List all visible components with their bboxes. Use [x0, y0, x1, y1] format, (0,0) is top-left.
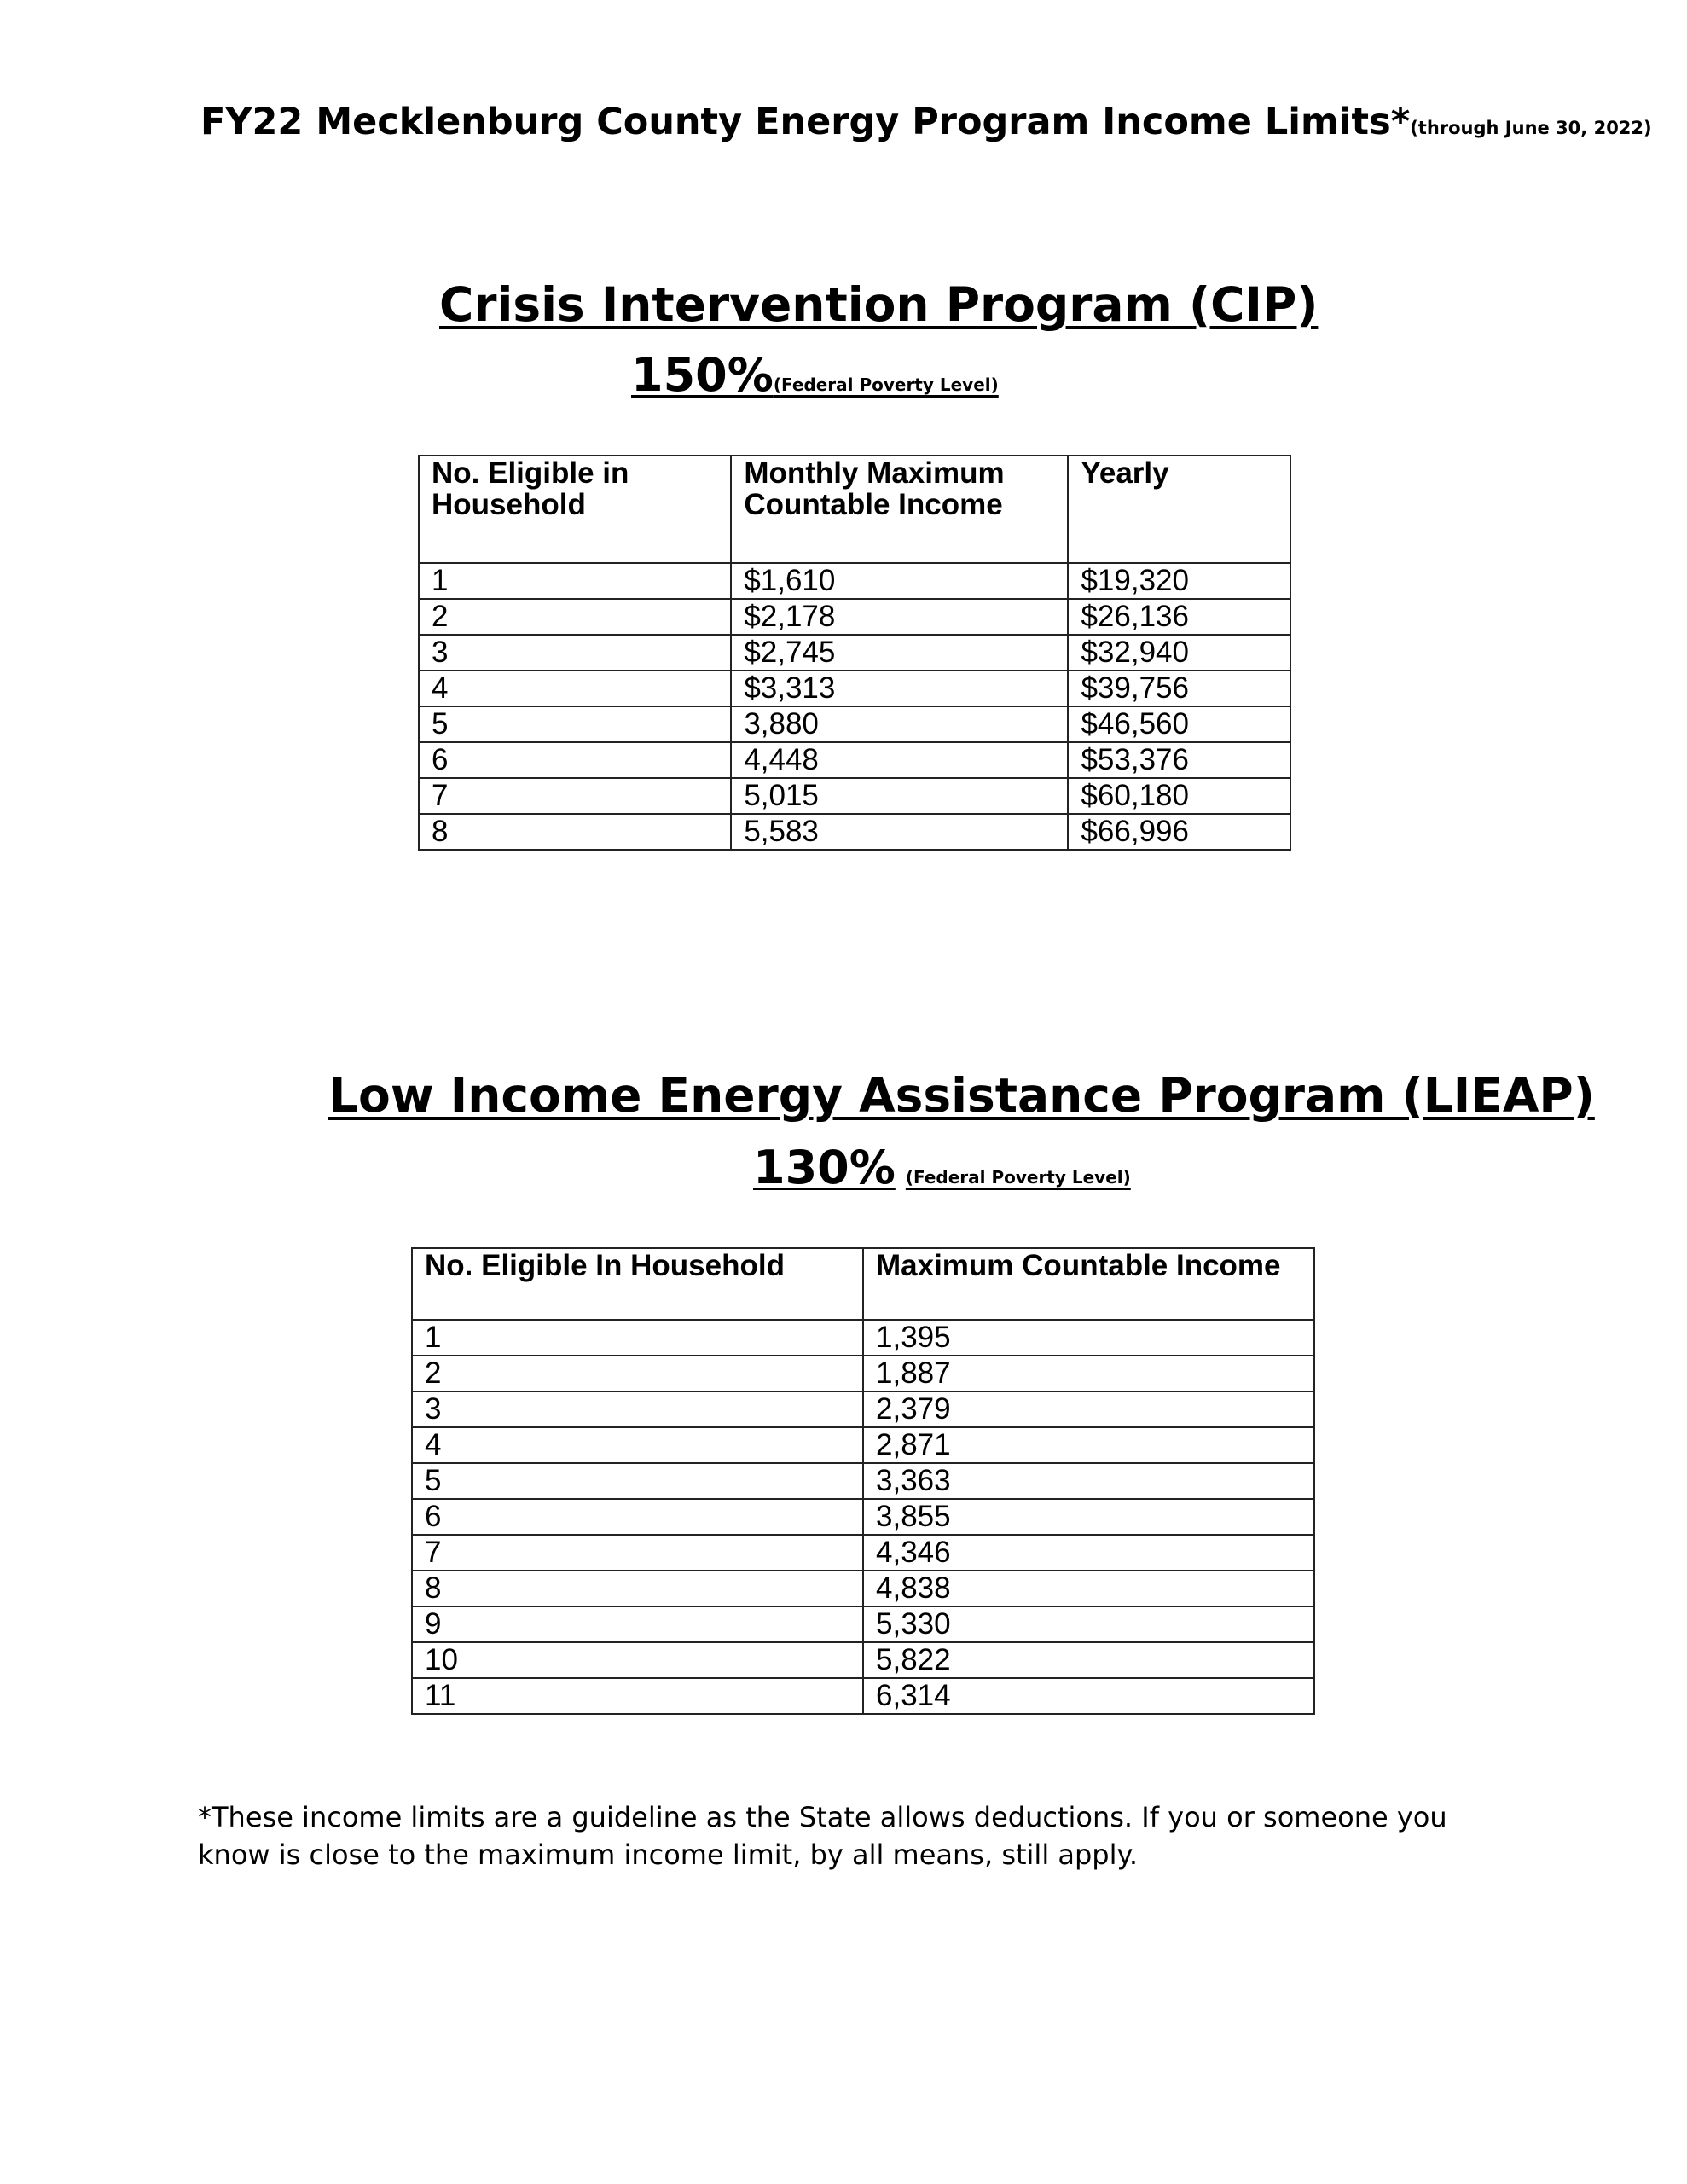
lieap-table-row-cell: 4: [412, 1427, 863, 1463]
cip-col-header-household: No. Eligible in Household: [419, 456, 731, 563]
lieap-table-row: [412, 1499, 1314, 1535]
cip-table-row-cell: 3,880: [731, 706, 1068, 742]
cip-table-row-cell: 8: [419, 814, 731, 850]
cip-table-row: [419, 671, 1290, 706]
cip-table-row: [419, 706, 1290, 742]
cip-table-row-cell: $46,560: [1068, 706, 1290, 742]
cip-percent: 150%: [631, 348, 774, 402]
cip-table-row-cell: 4,448: [731, 742, 1068, 778]
cip-table-row: [419, 742, 1290, 778]
page-title-text: FY22 Mecklenburg County Energy Program Income Limits*: [200, 101, 1411, 143]
lieap-table-row-cell: 8: [412, 1571, 863, 1606]
cip-table-row-cell: 5: [419, 706, 731, 742]
lieap-fpl-label: (Federal Poverty Level): [905, 1167, 1131, 1188]
lieap-percent: 130%: [753, 1141, 896, 1194]
lieap-table-row-cell: 2,871: [863, 1427, 1314, 1463]
cip-table-row-cell: $2,178: [731, 599, 1068, 635]
cip-table-row-cell: $2,745: [731, 635, 1068, 671]
cip-table-row-cell: 7: [419, 778, 731, 814]
lieap-table-row-cell: 5: [412, 1463, 863, 1499]
cip-table: [418, 455, 1291, 851]
cip-table-row: [419, 563, 1290, 599]
cip-table-row-cell: 5,583: [731, 814, 1068, 850]
cip-table-row-cell: $32,940: [1068, 635, 1290, 671]
lieap-col-header-income: Maximum Countable Income: [863, 1248, 1314, 1320]
cip-table-row: [419, 778, 1290, 814]
lieap-table-row: [412, 1571, 1314, 1606]
cip-table-row-cell: $19,320: [1068, 563, 1290, 599]
lieap-table-row-cell: 6,314: [863, 1678, 1314, 1714]
lieap-table-row-cell: 3: [412, 1391, 863, 1427]
lieap-table-row-cell: 1,887: [863, 1356, 1314, 1391]
lieap-table-row-cell: 5,822: [863, 1642, 1314, 1678]
cip-title: Crisis Intervention Program (CIP): [439, 277, 1319, 332]
cip-table-row: [419, 635, 1290, 671]
lieap-table-row: [412, 1535, 1314, 1571]
lieap-table-row-cell: 11: [412, 1678, 863, 1714]
lieap-table-row-cell: 10: [412, 1642, 863, 1678]
lieap-title: Low Income Energy Assistance Program (LIEAP): [328, 1068, 1595, 1123]
lieap-subtitle: [753, 1141, 1131, 1194]
lieap-table-row-cell: 2,379: [863, 1391, 1314, 1427]
lieap-table-row-cell: 1: [412, 1320, 863, 1356]
lieap-table-row-cell: 4,346: [863, 1535, 1314, 1571]
cip-table-body: [419, 563, 1290, 850]
lieap-table-row-cell: 9: [412, 1606, 863, 1642]
lieap-table-row-cell: 6: [412, 1499, 863, 1535]
cip-table-row-cell: $3,313: [731, 671, 1068, 706]
lieap-table-row-cell: 4,838: [863, 1571, 1314, 1606]
lieap-table-row-cell: 3,363: [863, 1463, 1314, 1499]
lieap-table-row: [412, 1391, 1314, 1427]
lieap-table-row-cell: 7: [412, 1535, 863, 1571]
cip-table-row: [419, 599, 1290, 635]
lieap-table-row-cell: 3,855: [863, 1499, 1314, 1535]
cip-fpl-label: (Federal Poverty Level): [773, 375, 999, 395]
lieap-table-row-cell: 2: [412, 1356, 863, 1391]
lieap-table-row-cell: 5,330: [863, 1606, 1314, 1642]
cip-col-header-yearly: Yearly: [1068, 456, 1290, 563]
cip-header-row: [419, 456, 1290, 563]
cip-table-row-cell: 6: [419, 742, 731, 778]
cip-table-row-cell: 1: [419, 563, 731, 599]
lieap-header-row: [412, 1248, 1314, 1320]
lieap-table-row: [412, 1356, 1314, 1391]
page-title-note: (through June 30, 2022): [1410, 118, 1652, 138]
cip-table-row-cell: 2: [419, 599, 731, 635]
lieap-table-row: [412, 1606, 1314, 1642]
cip-table-row-cell: $39,756: [1068, 671, 1290, 706]
lieap-table-row: [412, 1463, 1314, 1499]
cip-table-row-cell: $60,180: [1068, 778, 1290, 814]
cip-table-row-cell: 3: [419, 635, 731, 671]
cip-subtitle: [631, 348, 999, 402]
lieap-table-row: [412, 1678, 1314, 1714]
cip-table-row: [419, 814, 1290, 850]
lieap-table: [411, 1247, 1315, 1715]
lieap-table-row: [412, 1320, 1314, 1356]
cip-table-row-cell: $1,610: [731, 563, 1068, 599]
lieap-table-body: [412, 1320, 1314, 1714]
page-title: [200, 101, 1652, 143]
cip-table-row-cell: 4: [419, 671, 731, 706]
lieap-col-header-household: No. Eligible In Household: [412, 1248, 863, 1320]
cip-table-row-cell: $53,376: [1068, 742, 1290, 778]
cip-table-row-cell: $26,136: [1068, 599, 1290, 635]
lieap-table-row: [412, 1642, 1314, 1678]
cip-table-row-cell: 5,015: [731, 778, 1068, 814]
cip-col-header-monthly: Monthly Maximum Countable Income: [731, 456, 1068, 563]
lieap-table-row-cell: 1,395: [863, 1320, 1314, 1356]
lieap-table-row: [412, 1427, 1314, 1463]
footnote: *These income limits are a guideline as the State allows deductions. If you or someone you know is close to the maximum income limit, by all means, still apply.: [198, 1801, 1447, 1871]
cip-table-row-cell: $66,996: [1068, 814, 1290, 850]
